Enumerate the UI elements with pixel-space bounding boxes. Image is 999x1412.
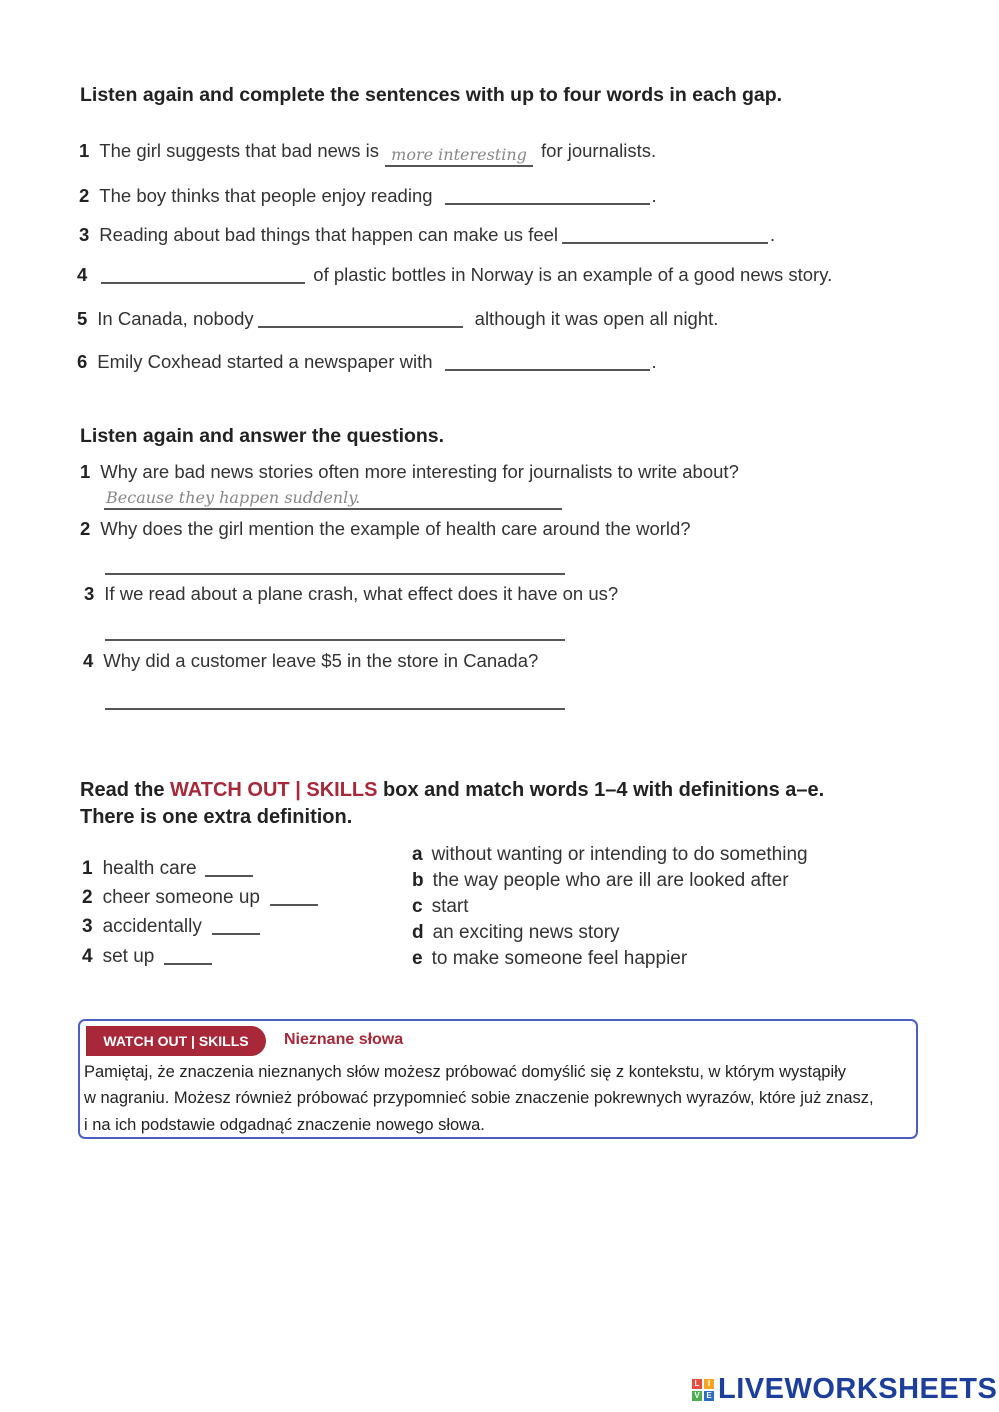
item-number: 2 [82, 887, 93, 908]
question-text: If we read about a plane crash, what effect does it have on us? [104, 583, 619, 604]
definition-e [412, 948, 687, 970]
match-answer-field[interactable] [205, 855, 253, 877]
item-number: 3 [82, 916, 93, 937]
gap-answer-field[interactable] [445, 183, 650, 205]
item-number: 4 [77, 264, 88, 285]
gap-answer-field[interactable] [258, 306, 463, 328]
gap-answer-field[interactable] [562, 222, 768, 244]
answer-line-1[interactable] [104, 508, 562, 510]
sentence-text-before: Emily Coxhead started a newspaper with [97, 351, 433, 372]
heading-text: Read the [80, 779, 171, 801]
skills-box-line: i na ich podstawie odgadnąć znaczenie nowego słowa. [84, 1116, 485, 1134]
match-word-4 [82, 940, 212, 968]
watch-out-skills-box [78, 1019, 918, 1139]
match-answer-field[interactable] [212, 913, 260, 935]
question-text: Why are bad news stories often more interesting for journalists to write about? [100, 461, 739, 482]
answer-line-4[interactable] [105, 708, 565, 710]
question-3 [84, 583, 618, 605]
question-text: Why does the girl mention the example of health care around the world? [100, 518, 691, 539]
definition-letter: c [412, 896, 423, 917]
match-word-3 [82, 910, 260, 938]
sentence-text-after: although it was open all night. [474, 308, 719, 329]
match-word-1 [82, 852, 253, 880]
answer-text: Because they happen suddenly. [106, 488, 361, 507]
sentence-text-before: In Canada, nobody [97, 308, 254, 329]
gap-answer-field[interactable] [101, 262, 305, 284]
logo-letter: V [692, 1391, 702, 1401]
definition-letter: b [412, 870, 424, 891]
section3-heading [80, 779, 824, 802]
skills-box-tag: WATCH OUT | SKILLS [86, 1026, 266, 1056]
liveworksheets-logo [692, 1373, 997, 1406]
word-text: accidentally [102, 916, 202, 937]
section3-heading-line2: There is one extra definition. [80, 806, 353, 828]
definition-letter: e [412, 948, 423, 969]
item-number: 1 [82, 858, 93, 879]
definition-text: without wanting or intending to do something [431, 844, 808, 865]
gap-answer-field[interactable] [445, 349, 650, 371]
sentence-text-before: The boy thinks that people enjoy reading [99, 185, 433, 206]
item-number: 4 [83, 650, 94, 671]
sentence-text-after: . [770, 224, 776, 245]
item-number: 6 [77, 351, 88, 372]
section1-heading: Listen again and complete the sentences with up to four words in each gap. [80, 84, 783, 106]
definition-a [412, 844, 808, 866]
definition-b [412, 870, 789, 892]
sentence-text-after: . [651, 185, 657, 206]
item-number: 3 [84, 583, 95, 604]
logo-letter: E [704, 1391, 714, 1401]
item-number: 1 [80, 461, 91, 482]
item-number: 2 [80, 518, 91, 539]
question-2 [80, 518, 691, 540]
question-text: Why did a customer leave $5 in the store in Canada? [103, 650, 539, 671]
answer-line-3[interactable] [105, 639, 565, 641]
definition-text: the way people who are ill are looked after [432, 870, 789, 891]
definition-d [412, 922, 620, 944]
definition-text: to make someone feel happier [431, 948, 688, 969]
logo-icon [692, 1379, 714, 1401]
item-number: 2 [79, 185, 90, 206]
definition-text: start [431, 896, 469, 917]
logo-text: LIVEWORKSHEETS [718, 1373, 998, 1405]
gap-sentence-5 [77, 303, 718, 330]
item-number: 3 [79, 224, 90, 245]
word-text: cheer someone up [102, 887, 260, 908]
definition-letter: a [412, 844, 423, 865]
item-number: 5 [77, 308, 88, 329]
gap-sentence-4 [77, 259, 832, 286]
section2-heading: Listen again and answer the questions. [80, 425, 445, 447]
question-1 [80, 461, 739, 483]
skills-box-line: Pamiętaj, że znaczenia nieznanych słów możesz próbować domyślić się z kontekstu, w którym wystąpiły [84, 1063, 847, 1081]
definition-c [412, 896, 469, 918]
sentence-text-before: The girl suggests that bad news is [99, 140, 380, 161]
heading-text: box and match words 1–4 with definitions a–e. [377, 779, 825, 801]
gap-answer-field[interactable]: more interesting [385, 145, 533, 167]
sentence-text-after: of plastic bottles in Norway is an example of a good news story. [313, 264, 833, 285]
logo-letter: L [692, 1379, 702, 1389]
gap-sentence-2 [79, 180, 657, 207]
gap-sentence-6 [77, 346, 657, 373]
heading-accent: WATCH OUT | SKILLS [170, 779, 378, 801]
word-text: set up [102, 946, 155, 967]
gap-sentence-3 [79, 219, 775, 246]
sentence-text-before: Reading about bad things that happen can make us feel [99, 224, 559, 245]
gap-sentence-1 [79, 140, 656, 164]
match-answer-field[interactable] [270, 884, 318, 906]
question-4 [83, 650, 538, 672]
item-number: 1 [79, 140, 90, 161]
word-text: health care [102, 858, 197, 879]
skills-box-title: Nieznane słowa [284, 1031, 404, 1048]
logo-letter: I [704, 1379, 714, 1389]
answer-line-2[interactable] [105, 573, 565, 575]
skills-box-line: w nagraniu. Możesz również próbować przypomnieć sobie znaczenie pokrewnych wyrazów, które już znasz, [84, 1089, 874, 1107]
definition-letter: d [412, 922, 424, 943]
definition-text: an exciting news story [432, 922, 620, 943]
sentence-text-after: for journalists. [541, 140, 657, 161]
match-answer-field[interactable] [164, 943, 212, 965]
sentence-text-after: . [651, 351, 657, 372]
match-word-2 [82, 881, 318, 909]
item-number: 4 [82, 946, 93, 967]
